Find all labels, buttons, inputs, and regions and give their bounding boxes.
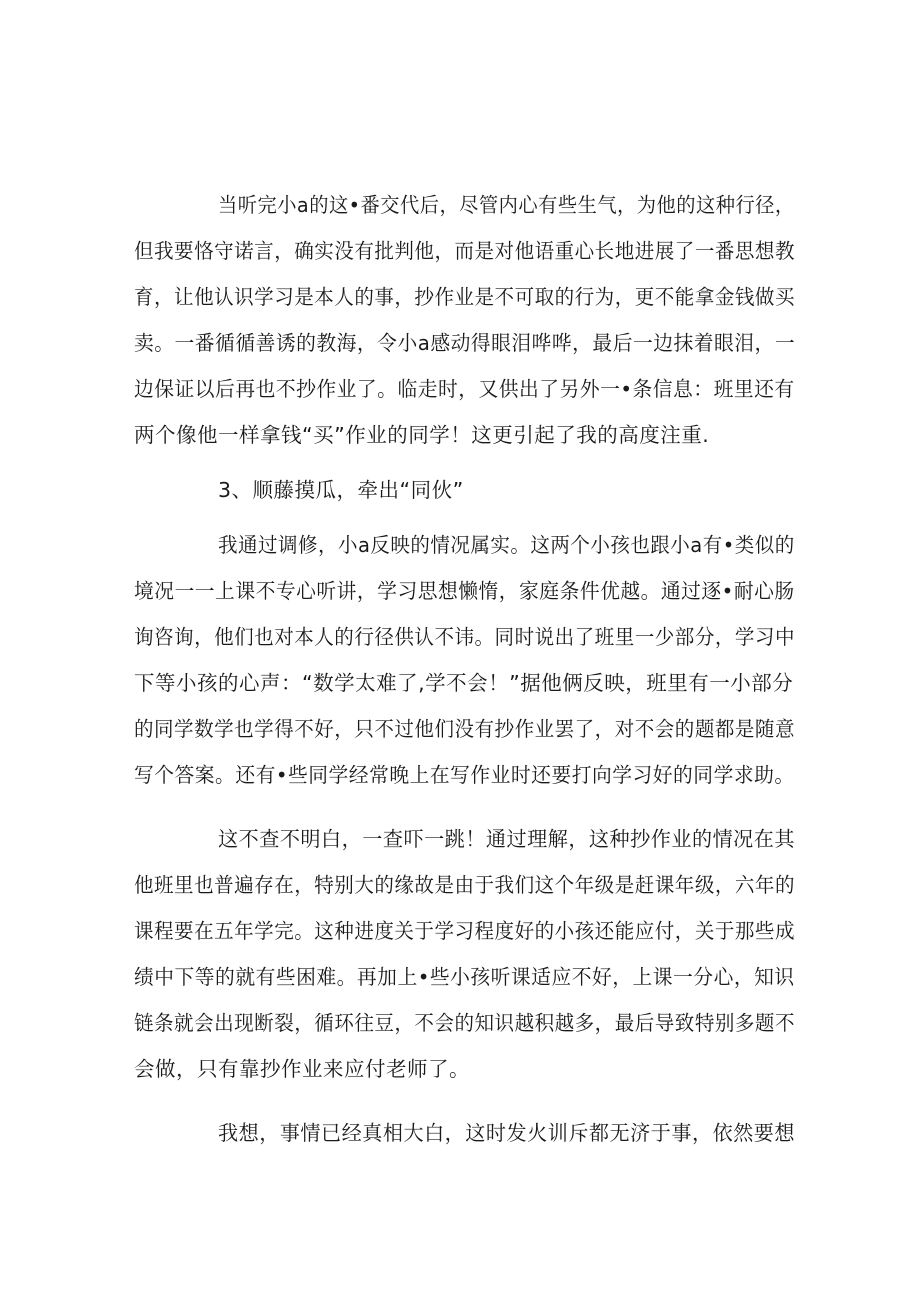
paragraph-4-line-1: 我想，事情已经真相大白，这时发火训斥都无济于事，依然要想 <box>218 1121 796 1145</box>
paragraph-3-line-4: 绩中下等的就有些困难。再加上•些小孩听课适应不好，上课一分心，知识 <box>134 965 795 989</box>
paragraph-1-line-4: 卖。一番循循善诱的教海，令小a感动得眼泪哗哗，最后一边抹着眼泪，一 <box>134 331 796 355</box>
paragraph-2-line-5: 的同学数学也学得不好，只不过他们没有抄作业罢了，对不会的题都是随意 <box>134 717 795 741</box>
section-heading: 3、顺藤摸瓜，牵出“同伙” <box>218 478 464 502</box>
paragraph-3-line-3: 课程要在五年学完。这种进度关于学习程度好的小孩还能应付，关于那些成 <box>134 919 795 943</box>
paragraph-2-line-1: 我通过调修，小a反映的情况属实。这两个小孩也跟小a有•类似的 <box>218 533 795 557</box>
paragraph-3-line-5: 链条就会出现断裂，循环往豆，不会的知识越积越多，最后导致特别多题不 <box>134 1011 795 1035</box>
paragraph-1-line-2: 但我要恪守诺言，确实没有批判他，而是对他语重心长地进展了一番思想教 <box>134 239 795 263</box>
paragraph-2-line-3: 询咨询，他们也对本人的行径供认不讳。同时说出了班里一少部分，学习中 <box>134 625 795 649</box>
paragraph-2-line-4: 下等小孩的心声：“数学太难了,学不会！”据他俩反映，班里有一小部分 <box>134 671 794 695</box>
paragraph-1-line-5: 边保证以后再也不抄作业了。临走时，又供出了另外一•条信息：班里还有 <box>134 377 795 401</box>
paragraph-1-line-1: 当听完小a的这•番交代后，尽管内心有些生气，为他的这种行径， <box>218 193 795 217</box>
paragraph-1-line-3: 育，让他认识学习是本人的事，抄作业是不可取的行为，更不能拿金钱做买 <box>134 285 795 309</box>
paragraph-3-line-6: 会做，只有靠抄作业来应付老师了。 <box>134 1057 470 1081</box>
paragraph-3-line-1: 这不查不明白，一查吓一跳！通过理解，这种抄作业的情况在其 <box>218 827 796 851</box>
paragraph-1-line-6: 两个像他一样拿钱“买”作业的同学！这更引起了我的高度注重. <box>134 423 710 447</box>
paragraph-2-line-6: 写个答案。还有•些同学经常晚上在写作业时还要打向学习好的同学求助。 <box>134 763 795 787</box>
paragraph-2-line-2: 境况一一上课不专心听讲，学习思想懒惰，家庭条件优越。通过逐•耐心肠 <box>134 579 795 603</box>
paragraph-3-line-2: 他班里也普遍存在，特别大的缘故是由于我们这个年级是赶课年级，六年的 <box>134 873 795 897</box>
